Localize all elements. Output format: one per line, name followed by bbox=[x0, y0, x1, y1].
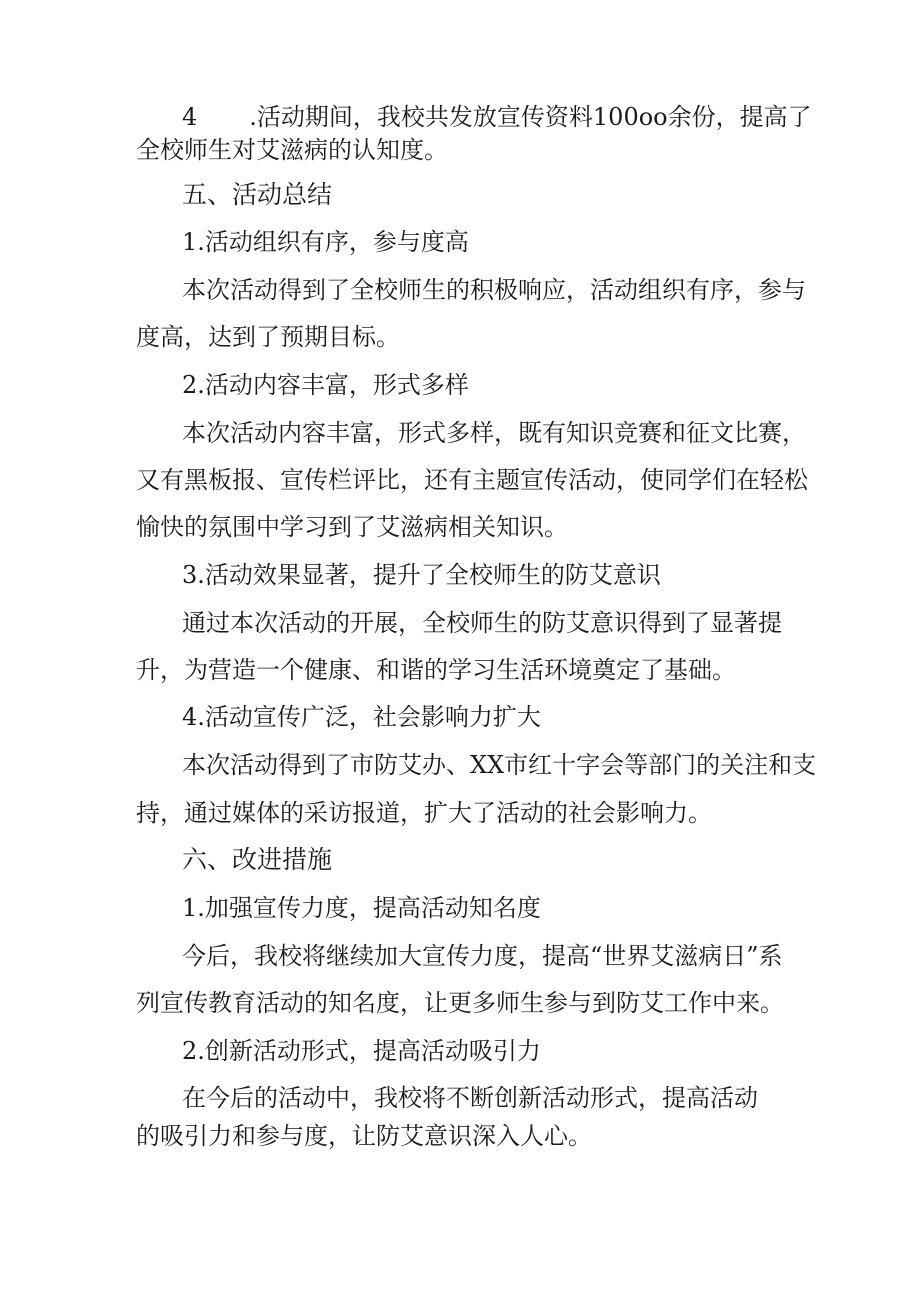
section-5-item-1-paragraph-line1: 本次活动得到了全校师生的积极响应，活动组织有序，参与 bbox=[182, 276, 806, 304]
section-6-item-2-title: 2.创新活动形式，提高活动吸引力 bbox=[182, 1037, 541, 1065]
section-5-item-1-paragraph-line2: 度高，达到了预期目标。 bbox=[136, 323, 400, 351]
list-item-4-text: .活动期间，我校共发放宣传资料100oo余份，提高了 bbox=[249, 103, 812, 131]
section-5-item-3-title: 3.活动效果显著，提升了全校师生的防艾意识 bbox=[182, 561, 661, 589]
section-5-heading: 五、活动总结 bbox=[182, 180, 333, 209]
section-5-item-3-paragraph-line1: 通过本次活动的开展，全校师生的防艾意识得到了显著提 bbox=[182, 609, 782, 637]
section-5-item-2-title: 2.活动内容丰富，形式多样 bbox=[182, 371, 469, 399]
section-6-item-2-paragraph-line2: 的吸引力和参与度，让防艾意识深入人心。 bbox=[136, 1122, 592, 1150]
section-6-item-2-paragraph-line1: 在今后的活动中，我校将不断创新活动形式，提高活动 bbox=[182, 1084, 758, 1112]
section-5-item-2-paragraph-line3: 愉快的氛围中学习到了艾滋病相关知识。 bbox=[136, 513, 568, 541]
list-item-4-line2: 全校师生对艾滋病的认知度。 bbox=[136, 136, 448, 164]
section-6-item-1-paragraph-line1: 今后，我校将继续加大宣传力度，提高“世界艾滋病日”系 bbox=[182, 942, 783, 970]
section-5-item-2-paragraph-line1: 本次活动内容丰富，形式多样，既有知识竞赛和征文比赛， bbox=[182, 419, 806, 447]
section-5-item-4-title: 4.活动宣传广泛，社会影响力扩大 bbox=[182, 703, 541, 731]
section-6-item-1-paragraph-line2: 列宣传教育活动的知名度，让更多师生参与到防艾工作中来。 bbox=[136, 989, 784, 1017]
list-item-4-line1 bbox=[182, 100, 812, 134]
section-6-item-1-title: 1.加强宣传力度，提高活动知名度 bbox=[182, 894, 541, 922]
section-6-heading: 六、改进措施 bbox=[182, 845, 333, 874]
section-5-item-4-paragraph-line2: 持，通过媒体的采访报道，扩大了活动的社会影响力。 bbox=[136, 799, 712, 827]
list-item-4-number: 4 bbox=[182, 103, 198, 131]
section-5-item-2-paragraph-line2: 又有黑板报、宣传栏评比，还有主题宣传活动，使同学们在轻松 bbox=[136, 466, 808, 494]
section-5-item-3-paragraph-line2: 升，为营造一个健康、和谐的学习生活环境奠定了基础。 bbox=[136, 656, 736, 684]
section-5-item-4-paragraph-line1: 本次活动得到了市防艾办、XX市红十字会等部门的关注和支 bbox=[182, 751, 817, 779]
section-5-item-1-title: 1.活动组织有序，参与度高 bbox=[182, 228, 469, 256]
